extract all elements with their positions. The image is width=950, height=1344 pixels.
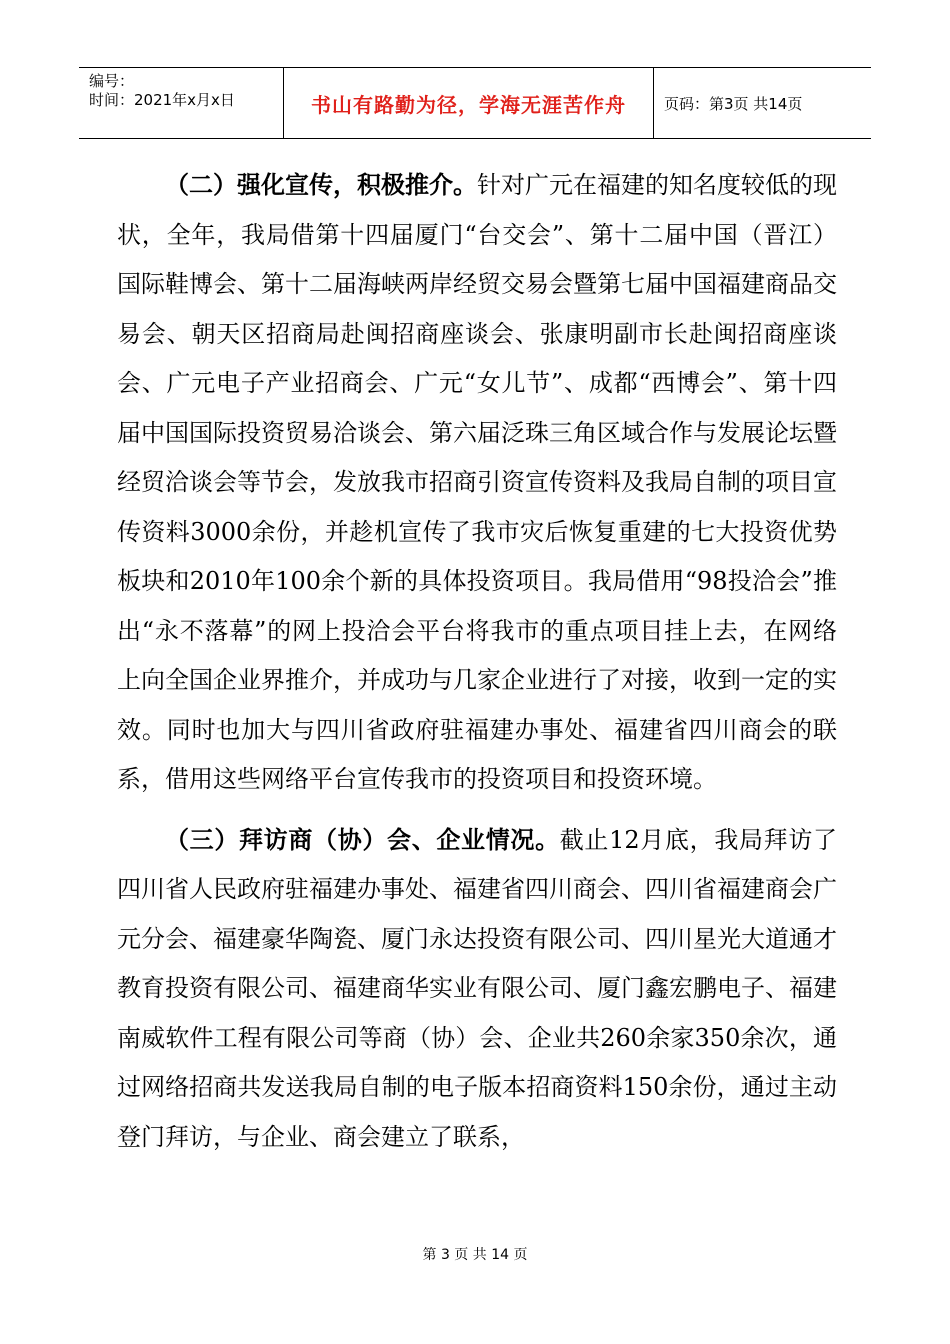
page-header	[79, 67, 871, 139]
paragraph-text: 针对广元在福建的知名度较低的现状，全年，我局借第十四届厦门“台交会”、第十二届中国（晋江）国际鞋博会、第十二届海峡两岸经贸交易会暨第七届中国福建商品交易会、朝天区招商局赴闽招商座谈会、张康明副市长赴闽招商座谈会、广元电子产业招商会、广元“女儿节”、成都“西博会”、第十四届中国国际投资贸易洽谈会、第六届泛珠三角区域合作与发展论坛暨经贸洽谈会等节会，发放我市招商引资宣传资料及我局自制的项目宣传资料3000余份，并趁机宣传了我市灾后恢复重建的七大投资优势板块和2010年100余个新的具体投资项目。我局借用“98投洽会”推出“永不落幕”的网上投洽会平台将我市的重点项目挂上去，在网络上向全国企业界推介，并成功与几家企业进行了对接，收到一定的实效。同时也加大与四川省政府驻福建办事处、福建省四川商会的联系，借用这些网络平台宣传我市的投资项目和投资环境。	[117, 171, 837, 793]
section-heading: （二）强化宣传，积极推介。	[165, 170, 477, 199]
paragraph-text: 截止12月底，我局拜访了四川省人民政府驻福建办事处、福建省四川商会、四川省福建商会广元分会、福建豪华陶瓷、厦门永达投资有限公司、四川星光大道通才教育投资有限公司、福建商华实业有限公司、厦门鑫宏鹏电子、福建南威软件工程有限公司等商（协）会、企业共260余家350余次，通过网络招商共发送我局自制的电子版本招商资料150余份，通过主动登门拜访，与企业、商会建立了联系，	[117, 825, 838, 1151]
document-body	[117, 160, 837, 1172]
page-footer: 第 3 页 共 14 页	[422, 1247, 528, 1263]
paragraph-publicity	[117, 160, 837, 805]
section-heading: （三）拜访商（协）会、企业情况。	[165, 824, 560, 854]
document-time-label: 时间：2021年x月x日	[89, 91, 235, 109]
header-meta	[79, 68, 283, 138]
header-page-info: 页码：第3页 共14页	[664, 94, 803, 113]
paragraph-visits	[117, 815, 837, 1163]
header-motto: 书山有路勤为径，学海无涯苦作舟	[283, 68, 654, 138]
document-number-label: 编号：	[89, 72, 135, 90]
